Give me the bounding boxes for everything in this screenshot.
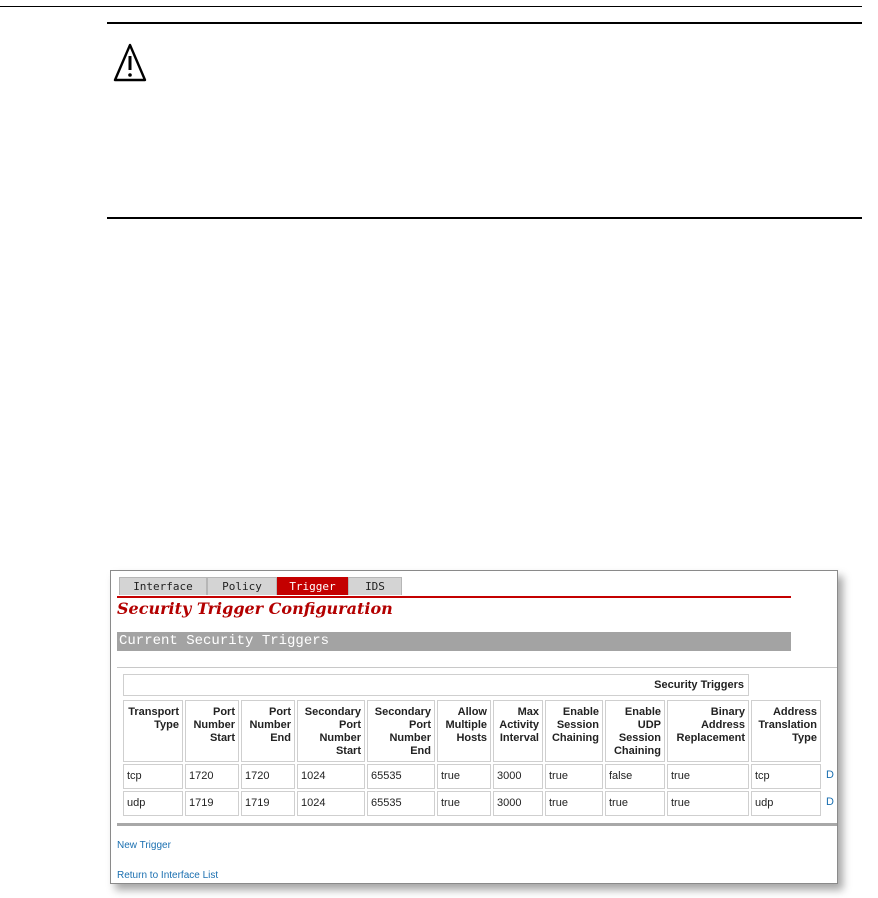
table-caption: Security Triggers	[123, 674, 749, 696]
column-header: Enable Session Chaining	[545, 700, 603, 762]
warning-triangle-icon	[112, 42, 162, 82]
table-cell: 1024	[297, 791, 365, 816]
tab-interface[interactable]: Interface	[119, 577, 207, 595]
table-cell: false	[605, 764, 665, 789]
table-cell: udp	[751, 791, 821, 816]
return-to-interface-list-link[interactable]: Return to Interface List	[117, 870, 219, 881]
table-cell: 1024	[297, 764, 365, 789]
table-cell: true	[437, 764, 491, 789]
table-cell: 1719	[185, 791, 239, 816]
column-header: Enable UDP Session Chaining	[605, 700, 665, 762]
table-cell: tcp	[123, 764, 183, 789]
caution-top-rule	[107, 22, 862, 24]
delete-link[interactable]: D	[826, 769, 834, 781]
table-bottom-rule	[117, 823, 838, 826]
tab-underline	[117, 596, 791, 598]
table-cell: 65535	[367, 764, 435, 789]
column-header: Secondary Port Number End	[367, 700, 435, 762]
column-header: Binary Address Replacement	[667, 700, 749, 762]
column-header: Port Number End	[241, 700, 295, 762]
table-cell: 3000	[493, 791, 543, 816]
tab-trigger[interactable]: Trigger	[277, 577, 348, 595]
table-cell: true	[437, 791, 491, 816]
page-top-rule	[0, 6, 862, 7]
screenshot-window	[110, 570, 838, 884]
table-cell: true	[667, 791, 749, 816]
tab-policy[interactable]: Policy	[207, 577, 277, 595]
table-cell: true	[667, 764, 749, 789]
column-header: Max Activity Interval	[493, 700, 543, 762]
table-cell: 3000	[493, 764, 543, 789]
table-cell: true	[545, 764, 603, 789]
section-header: Current Security Triggers	[117, 632, 791, 651]
table-cell: 1720	[185, 764, 239, 789]
column-header: Port Number Start	[185, 700, 239, 762]
table-cell: 1719	[241, 791, 295, 816]
column-header: Allow Multiple Hosts	[437, 700, 491, 762]
column-header: Address Translation Type	[751, 700, 821, 762]
table-cell: 1720	[241, 764, 295, 789]
column-header: Transport Type	[123, 700, 183, 762]
caution-bottom-rule	[107, 217, 862, 219]
delete-link[interactable]: D	[826, 796, 834, 808]
new-trigger-link[interactable]: New Trigger	[117, 840, 171, 851]
table-cell: udp	[123, 791, 183, 816]
table-cell: 65535	[367, 791, 435, 816]
column-header: Secondary Port Number Start	[297, 700, 365, 762]
page-title: Security Trigger Configuration	[117, 599, 393, 618]
triggers-table	[117, 668, 838, 823]
table-cell: true	[545, 791, 603, 816]
table-cell: tcp	[751, 764, 821, 789]
table-cell: true	[605, 791, 665, 816]
tab-ids[interactable]: IDS	[348, 577, 402, 595]
